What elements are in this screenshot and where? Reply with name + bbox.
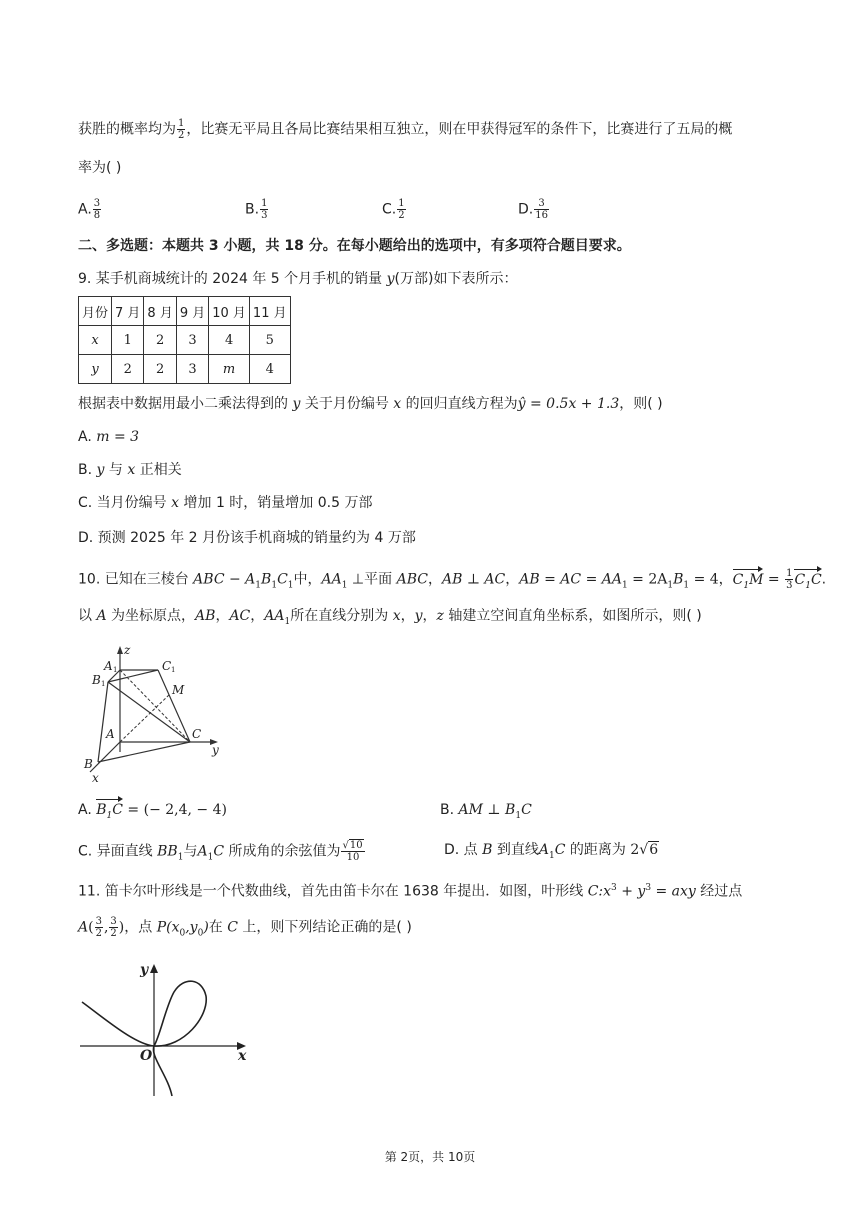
label-x: x: [92, 771, 99, 785]
label-o: O: [140, 1048, 153, 1064]
svg-text:1: 1: [171, 666, 176, 674]
q8-option-c[interactable]: C. $\frac{1}{2}$: [382, 198, 405, 221]
y-axis-arrow: [150, 964, 158, 973]
q10-option-d[interactable]: D. 点 B 到直线$A_1C$ 的距离为 2√6: [444, 842, 659, 861]
label-c1: C: [162, 659, 172, 673]
edge-c1c: [158, 670, 190, 742]
q9-regression-line: 根据表中数据用最小二乘法得到的 y 关于月份编号 x 的回归直线方程为ŷ = 0.5x + 1.3，则( ): [78, 396, 663, 412]
fraction: $\frac{1}{2}$: [178, 118, 185, 141]
edge-b1b: [98, 682, 108, 762]
q9-option-b[interactable]: B. y 与 x 正相关: [78, 462, 182, 478]
table-row: x 1 2 3 4 5: [79, 326, 291, 355]
q9-option-c[interactable]: C. 当月份编号 x 增加 1 时，销量增加 0.5 万部: [78, 495, 373, 511]
q8-option-b[interactable]: B. $\frac{1}{3}$: [245, 198, 268, 221]
q9-option-a[interactable]: A. m = 3: [78, 429, 140, 445]
edge-bc: [98, 742, 190, 762]
label-x: x: [238, 1048, 247, 1064]
label-z: z: [124, 643, 131, 657]
q9-option-d[interactable]: D. 预测 2025 年 2 月份该手机商城的销量约为 4 万部: [78, 530, 416, 546]
z-axis-arrow: [117, 646, 123, 654]
q8-line2: 率为( ): [78, 160, 122, 176]
svg-text:1: 1: [113, 666, 118, 674]
q8-option-a[interactable]: A. $\frac{3}{8}$: [78, 198, 101, 221]
q8-option-d[interactable]: D. $\frac{3}{16}$: [518, 198, 548, 221]
table-row: 月份 7 月 8 月 9 月 10 月 11 月: [79, 297, 291, 326]
sales-table: [78, 296, 291, 384]
section-heading: 二、多选题：本题共 3 小题，共 18 分。在每小题给出的选项中，有多项符合题目要求。: [78, 238, 631, 254]
page-footer: 第 2页，共 10页: [384, 1150, 476, 1164]
folium-curve: [82, 981, 206, 1096]
label-a: A: [106, 727, 115, 741]
folium-diagram: [74, 956, 264, 1101]
q10-option-c[interactable]: C. 异面直线 $BB_1$与$A_1C$ 所成角的余弦值为 $\frac{√10}{10}$: [78, 840, 363, 863]
svg-text:1: 1: [101, 680, 106, 688]
q11-stem-line1: 11. 笛卡尔叶形线是一个代数曲线，首先由笛卡尔在 1638 年提出．如图，叶形线 $C:x^3 + y^3$ = axy 经过点: [78, 883, 743, 900]
table-row: y 2 2 3 m 4: [79, 355, 291, 384]
q10-option-b[interactable]: B. AM ⊥ $B_1C$: [440, 802, 532, 821]
label-b: B: [84, 757, 93, 771]
label-m: M: [172, 683, 185, 697]
edge-am: [120, 694, 170, 742]
q9-stem: 9. 某手机商城统计的 2024 年 5 个月手机的销量 y(万部)如下表所示：: [78, 271, 518, 287]
q10-stem-line1: 10. 已知在三棱台 ABC − $A_1B_1C_1$中，$AA_1$ ⊥平面 ABC，AB ⊥ AC，AB = AC = $AA_1 = 2A_1B_1 = 4$，$C_1M$ = $\frac{1}{3}$ $C_1C$.: [78, 568, 826, 595]
q10-stem-line2: 以 A 为坐标原点，AB，AC，$AA_1$所在直线分别为 x，y，z 轴建立空间直角坐标系，如图所示，则( ): [78, 608, 702, 627]
label-b1: B: [92, 673, 101, 687]
frustum-diagram: [76, 640, 236, 790]
label-a1: A: [104, 659, 113, 673]
vector-c1c: $C_1C$: [794, 570, 821, 596]
q11-stem-line2: A( $\frac{3}{2}$ , $\frac{3}{2}$ )，点 $P(x_0,y_0)$在 C 上，则下列结论正确的是( ): [78, 916, 412, 939]
vector-c1m: $C_1M$: [733, 570, 764, 596]
label-y: y: [140, 962, 149, 978]
q8-line1: 获胜的概率均为 $\frac{1}{2}$ ，比赛无平局且各局比赛结果相互独立，则在甲获得冠军的条件下，比赛进行了五局的概: [78, 118, 733, 141]
edge-a1c: [120, 670, 190, 742]
x-axis: [90, 742, 120, 772]
label-y: y: [212, 743, 219, 757]
q10-option-a[interactable]: A. $B_1C$ = (− 2,4, − 4): [78, 800, 227, 826]
label-c: C: [192, 727, 202, 741]
